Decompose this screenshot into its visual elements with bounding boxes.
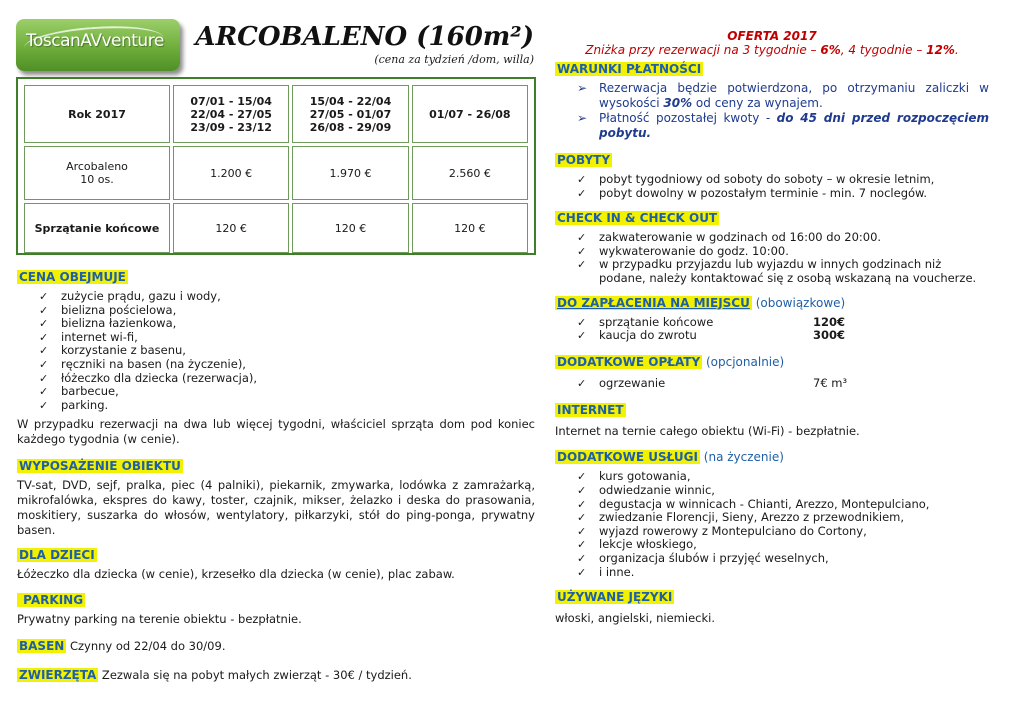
fee-label: ✓ ogrzewanie (599, 375, 666, 390)
dzieci-text: Łóżeczko dla dziecka (w cenie), krzesełko dla dziecka (w cenie), plac zabaw. (17, 567, 455, 582)
list-item: ✓ lekcje włoskiego, (555, 538, 989, 552)
list-item (555, 316, 989, 330)
list-item: ✓ odwiedzanie winnic, (555, 484, 989, 498)
fee-label: ✓ sprzątanie końcowe (599, 314, 714, 329)
price-cell: 120 € (292, 203, 408, 253)
period-line: 22/04 - 27/05 (190, 107, 272, 121)
section-title-pobyty: POBYTY (557, 153, 611, 167)
price-table-frame (16, 77, 536, 255)
section-title-jezyki: UŻYWANE JĘZYKI (557, 590, 673, 605)
list-item: ✓ wykwaterowanie do godz. 10:00. (555, 245, 989, 259)
list-item: ✓ ręczniki na basen (na życzenie), (17, 358, 535, 372)
warunki-list (555, 81, 989, 141)
list-item: ✓ wyjazd rowerowy z Montepulciano do Cortony, (555, 525, 989, 539)
page-title: ARCOBALENO (160m²) (195, 22, 534, 52)
table-row (24, 146, 528, 200)
oplaty-note: (opcjonalnie) (702, 354, 785, 369)
logo-text: ToscanAVventure (26, 31, 164, 51)
period-line: 01/07 - 26/08 (429, 107, 511, 121)
list-item (555, 329, 989, 343)
row-label (24, 146, 170, 200)
pobyty-list (555, 173, 989, 200)
section-title-dzieci: DLA DZIECI (19, 548, 95, 563)
period-line: 23/09 - 23/12 (190, 120, 272, 134)
period-line: 07/01 - 15/04 (190, 94, 272, 108)
cena-note: W przypadku rezerwacji na dwa lub więcej tygodni, właściciel sprząta dom pod koniec każdego tygodnia (w cenie). (17, 417, 535, 447)
row-label-capacity: 10 os. (80, 173, 114, 186)
warunki-text: Rezerwacja będzie potwierdzona, po otrzymaniu zaliczki w wysokości (599, 81, 989, 110)
period-line: 26/08 - 29/09 (309, 120, 392, 134)
list-item: ✓ łóżeczko dla dziecka (rezerwacja), (17, 372, 535, 386)
list-item (555, 81, 989, 111)
list-item: ✓ degustacja w winnicach - Chianti, Arezzo, Montepulciano, (555, 498, 989, 512)
list-item: ✓ kurs gotowania, (555, 470, 989, 484)
fee-label: ✓ kaucja do zwrotu (599, 328, 697, 343)
warunki-text: Płatność pozostałej kwoty - (599, 111, 777, 125)
offer-text: , 4 tygodnie – (840, 43, 927, 57)
offer-title: OFERTA 2017 (727, 29, 817, 43)
table-row (24, 85, 528, 143)
list-item: ✓ i inne. (555, 566, 989, 580)
list-item: ✓ zakwaterowanie w godzinach od 16:00 do 20:00. (555, 231, 989, 245)
list-item: ✓ pobyt tygodniowy od soboty do soboty – w okresie letnim, (555, 173, 989, 187)
price-cell: 120 € (173, 203, 289, 253)
checkin-list (555, 231, 989, 285)
table-row (24, 203, 528, 253)
offer-text: Zniżka przy rezerwacji na 3 tygodnie – (585, 43, 821, 57)
section-title-internet: INTERNET (557, 403, 624, 418)
section-title-basen: BASEN (19, 639, 65, 654)
section-title-oplaty: DODATKOWE OPŁATY (557, 354, 701, 369)
table-header-period (292, 85, 408, 143)
section-title-cena: CENA OBEJMUJE (19, 270, 126, 284)
uslugi-list (555, 470, 989, 579)
list-item: ✓ korzystanie z basenu, (17, 344, 535, 358)
row-label: Sprzątanie końcowe (24, 203, 170, 253)
section-title-zaplata: DO ZAPŁACENIA NA MIEJSCU (557, 295, 750, 310)
table-header-year: Rok 2017 (24, 85, 170, 143)
section-title-uslugi: DODATKOWE USŁUGI (557, 450, 698, 465)
list-item: ✓ zwiedzanie Florencji, Sieny, Arezzo z przewodnikiem, (555, 511, 989, 525)
parking-text: Prywatny parking na terenie obiektu - bezpłatnie. (17, 612, 302, 627)
price-cell: 120 € (412, 203, 528, 253)
jezyki-text: włoski, angielski, niemiecki. (555, 611, 715, 626)
internet-text: Internet na ternie całego obiektu (Wi-Fi) - bezpłatnie. (555, 424, 860, 439)
zaplata-note: (obowiązkowe) (751, 295, 846, 310)
price-cell: 1.970 € (292, 146, 408, 200)
list-item: ✓ zużycie prądu, gazu i wody, (17, 290, 535, 304)
right-column (555, 29, 989, 626)
wyposazenie-text: TV-sat, DVD, sejf, pralka, piec (4 palniki), piekarnik, zmywarka, lodówka z zamrażarką, mikrofalówka, ekspres do kawy, toster, czajnik, mikser, żelazko i deska do prasowania, moskitiery, suszarka do włosów, wentylatory, piłkarzyki, stół do ping-ponga, prywatny basen. (17, 478, 535, 538)
basen-text: Czynny od 22/04 do 30/09. (66, 639, 226, 654)
period-line: 15/04 - 22/04 (309, 94, 392, 108)
zaplata-list (555, 316, 989, 343)
price-cell: 1.200 € (173, 146, 289, 200)
left-column (17, 270, 535, 683)
warunki-deadline: do 45 dni przed rozpoczęciem pobytu. (599, 111, 989, 140)
cena-list (17, 290, 535, 412)
list-item: ✓ organizacja ślubów i przyjęć weselnych, (555, 552, 989, 566)
period-line: 27/05 - 01/07 (309, 107, 392, 121)
list-item (555, 377, 989, 391)
fee-value: 300€ (813, 328, 846, 343)
table-header-period (412, 85, 528, 143)
section-title-parking: PARKING (19, 593, 84, 608)
offer-description (555, 43, 989, 57)
offer-discount-4w: 12% (926, 43, 955, 57)
list-item: ✓ bielizna łazienkowa, (17, 317, 535, 331)
price-cell: 2.560 € (412, 146, 528, 200)
price-table (21, 82, 531, 256)
list-item: ✓ bielizna pościelowa, (17, 304, 535, 318)
section-title-wyposazenie: WYPOSAŻENIE OBIEKTU (19, 459, 181, 474)
list-item: ✓ parking. (17, 399, 535, 413)
oplaty-list (555, 377, 989, 391)
warunki-text: od ceny za wynajem. (692, 96, 823, 110)
fee-value: 120€ (813, 314, 846, 329)
fee-value: 7€ m³ (813, 375, 848, 390)
section-title-warunki: WARUNKI PŁATNOŚCI (557, 62, 702, 76)
table-header-period (173, 85, 289, 143)
list-item: ✓ internet wi-fi, (17, 331, 535, 345)
offer-discount-3w: 6% (820, 43, 841, 57)
logo (16, 19, 180, 71)
list-item: ✓ pobyt dowolny w pozostałym terminie - min. 7 noclegów. (555, 187, 989, 201)
list-item (555, 111, 989, 141)
list-item: ✓ barbecue, (17, 385, 535, 399)
list-item: ✓ w przypadku przyjazdu lub wyjazdu w innych godzinach niż podane, należy kontaktować się z osobą wskazaną na voucherze. (555, 258, 989, 285)
warunki-percent: 30% (663, 96, 693, 110)
page-subtitle: (cena za tydzień /dom, willa) (374, 53, 534, 66)
offer-text: . (954, 43, 959, 57)
section-title-zwierzeta: ZWIERZĘTA (19, 668, 97, 683)
section-title-checkin: CHECK IN & CHECK OUT (557, 211, 718, 226)
uslugi-note: (na życzenie) (699, 450, 784, 465)
row-label-name: Arcobaleno (66, 160, 128, 173)
zwierzeta-text: Zezwala się na pobyt małych zwierząt - 30€ / tydzień. (98, 668, 412, 683)
